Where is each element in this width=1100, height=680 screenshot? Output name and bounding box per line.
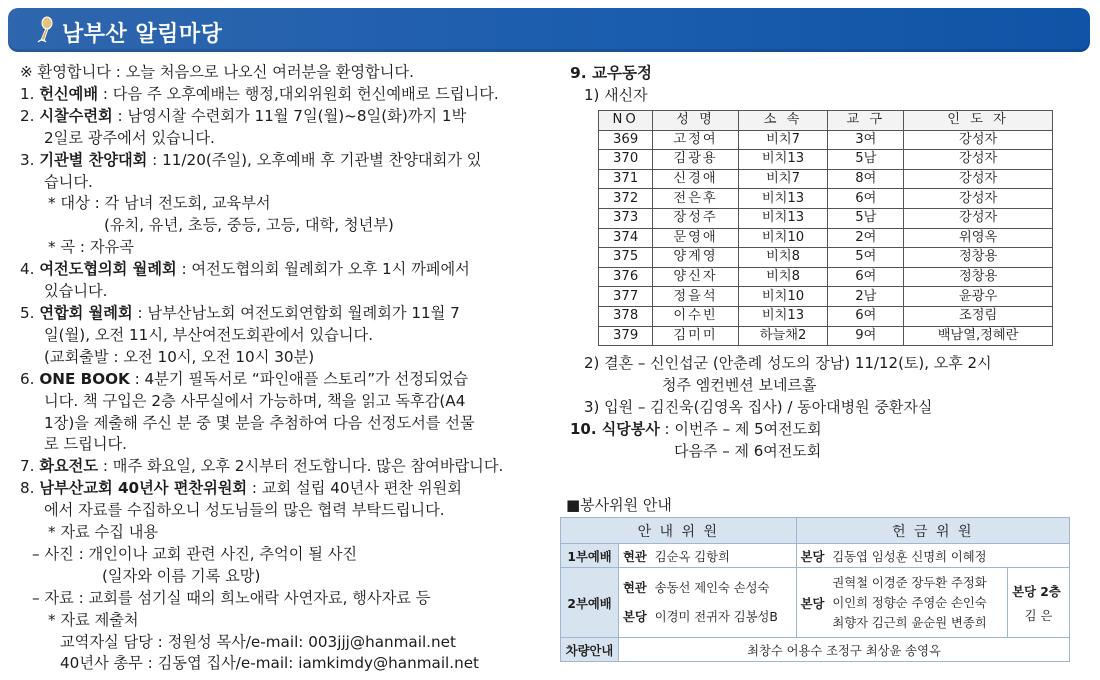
- announcement-line: [20, 128, 540, 150]
- table-row: [599, 326, 1053, 346]
- table-cell: 백남열,정혜란: [904, 326, 1053, 346]
- announcement-line: [20, 522, 540, 544]
- cafeteria-line: [570, 418, 1080, 440]
- table-cell: 비치10: [738, 287, 828, 307]
- table-row: [599, 130, 1053, 150]
- announcement-text: (유치, 유년, 초등, 중등, 고등, 대학, 청년부): [104, 216, 394, 235]
- table-row: [599, 150, 1053, 170]
- names: 이경미 전귀자 김봉성B: [654, 609, 778, 624]
- table-cell: 5남: [828, 208, 904, 228]
- second-floor-cell: [1008, 568, 1070, 638]
- role-label: 본당: [800, 549, 825, 564]
- table-cell: 369: [599, 130, 653, 150]
- car-names: 최창수 어용수 조정구 최상윤 송영옥: [619, 638, 1070, 662]
- announcement-text: (교회출발 : 오전 10시, 오전 10시 30분): [44, 347, 315, 366]
- names: 김 은: [1024, 608, 1053, 623]
- table-row: [599, 228, 1053, 248]
- announcement-number: 1.: [20, 84, 40, 103]
- announcement-number: 3.: [20, 150, 40, 169]
- role-label: 현관: [623, 580, 647, 595]
- announcement-line: [20, 237, 540, 259]
- role-label: 본당: [800, 596, 825, 611]
- guide-cell: [619, 544, 797, 568]
- hospital-line: 3) 입원 – 김진욱(김영옥 집사) / 동아대병원 중환자실: [584, 398, 933, 417]
- announcement-line: [20, 62, 540, 84]
- service-row-label: 1부예배: [561, 544, 619, 568]
- announcement-line: [20, 434, 540, 456]
- announcement-text: : 11/20(주일), 오후예배 후 기관별 찬양대회가 있: [147, 150, 482, 169]
- column-header: NO: [599, 111, 653, 131]
- table-cell: 6여: [828, 267, 904, 287]
- announcement-number: 5.: [20, 303, 40, 322]
- offering-cell: [796, 544, 1069, 568]
- table-cell: 5남: [828, 150, 904, 170]
- table-cell: 김미미: [653, 326, 738, 346]
- table-cell: 강성자: [904, 208, 1053, 228]
- announcement-line: [20, 413, 540, 435]
- table-cell: 양계영: [653, 248, 738, 268]
- announcement-heading: 기관별 찬양대회: [39, 150, 148, 169]
- announcement-line: [20, 653, 540, 675]
- table-cell: 2남: [828, 287, 904, 307]
- announcement-line: [20, 281, 540, 303]
- table-cell: 8여: [828, 169, 904, 189]
- table-row: [599, 189, 1053, 209]
- table-cell: 370: [599, 150, 653, 170]
- names: 권혁철 이경준 장두환 주정화: [832, 575, 987, 590]
- table-cell: 2여: [828, 228, 904, 248]
- table-cell: 강성자: [904, 130, 1053, 150]
- announcement-text: 있습니다.: [44, 282, 108, 301]
- announcement-heading: 헌신예배: [39, 84, 99, 103]
- table-cell: 374: [599, 228, 653, 248]
- table-row: [599, 169, 1053, 189]
- table-cell: 비치8: [738, 267, 828, 287]
- announcement-heading: ONE BOOK: [39, 369, 130, 388]
- announcement-line: [20, 193, 540, 215]
- announcement-line: [20, 566, 540, 588]
- announcement-text: 교역자실 담당 : 정원성 목사/e-mail: 003jjj@hanmail.net: [60, 632, 456, 651]
- announcement-text: : 매주 화요일, 오후 2시부터 전도합니다. 많은 참여바랍니다.: [98, 457, 504, 476]
- announcement-text: 1장)을 제출해 주신 분 중 몇 분을 추첨하여 다음 선정도서를 선물: [44, 413, 475, 432]
- announcement-text: * 대상 : 각 남녀 전도회, 교육부서: [48, 194, 271, 213]
- service-title: ■봉사위원 안내: [566, 496, 672, 514]
- announcement-number: 2.: [20, 106, 40, 125]
- table-cell: 376: [599, 267, 653, 287]
- table-row: [599, 208, 1053, 228]
- announcement-text: : 남부산남노회 여전도회연합회 월례회가 11월 7: [132, 303, 460, 322]
- names: 최향자 김근희 윤순원 변종희: [832, 615, 987, 630]
- announcement-line: [20, 588, 540, 610]
- announcement-text: * 자료 제출처: [48, 610, 139, 629]
- role-label: 본당: [623, 609, 647, 624]
- announcement-text: : 여전도협의회 월례회가 오후 1시 까페에서: [176, 260, 470, 279]
- table-cell: 377: [599, 287, 653, 307]
- announcement-text: 일(월), 오전 11시, 부산여전도회관에서 있습니다.: [44, 325, 374, 344]
- announcement-text: 로 드립니다.: [44, 435, 128, 454]
- newcomers-title: 1) 새신자: [584, 86, 648, 104]
- table-row: [599, 306, 1053, 326]
- offering-cell: [796, 568, 1007, 638]
- names: 김순옥 김항희: [654, 549, 730, 564]
- announcement-line: [20, 610, 540, 632]
- table-cell: 375: [599, 248, 653, 268]
- announcement-line: [20, 544, 540, 566]
- table-cell: 비치13: [738, 189, 828, 209]
- table-cell: 장성주: [653, 208, 738, 228]
- table-row: [599, 248, 1053, 268]
- page-title: 남부산 알림마당: [62, 22, 223, 47]
- table-cell: 강성자: [904, 150, 1053, 170]
- table-cell: 비치10: [738, 228, 828, 248]
- announcement-text: – 사진 : 개인이나 교회 관련 사진, 추억이 될 사진: [32, 544, 358, 563]
- announcement-number: 8.: [20, 479, 40, 498]
- role-label: 현관: [623, 549, 647, 564]
- cafeteria-next-week: 다음주 – 제 6여전도회: [674, 442, 822, 461]
- column-header: 성 명: [653, 111, 738, 131]
- announcement-text: 40년사 총무 : 김동엽 집사/e-mail: iamkimdy@hanmail.net: [60, 654, 480, 673]
- newcomers-table: [598, 110, 1053, 346]
- table-cell: 378: [599, 306, 653, 326]
- announcement-heading: 남부산교회 40년사 편찬위원회: [39, 479, 248, 498]
- table-cell: 하늘채2: [738, 326, 828, 346]
- announcement-line: [20, 325, 540, 347]
- news-title: 9. 교우동정: [570, 64, 652, 82]
- table-cell: 정을석: [653, 287, 738, 307]
- table-cell: 정창용: [904, 248, 1053, 268]
- table-cell: 5여: [828, 248, 904, 268]
- table-cell: 379: [599, 326, 653, 346]
- announcement-text: : 다음 주 오후예배는 행정,대외위원회 헌신예배로 드립니다.: [98, 84, 499, 103]
- announcement-heading: 화요전도: [39, 457, 99, 476]
- table-cell: 위영옥: [904, 228, 1053, 248]
- announcement-text: – 자료 : 교회를 섬기실 때의 희노애락 사연자료, 행사자료 등: [32, 588, 431, 607]
- table-cell: 비치13: [738, 306, 828, 326]
- announcement-line: [20, 478, 540, 500]
- guide-cell: [619, 568, 797, 638]
- table-cell: 윤광우: [904, 287, 1053, 307]
- table-cell: 비치13: [738, 150, 828, 170]
- announcement-line: [20, 84, 540, 106]
- announcement-text: 2일로 광주에서 있습니다.: [44, 128, 215, 147]
- announcement-line: [20, 500, 540, 522]
- announcement-number: 4.: [20, 260, 40, 279]
- table-cell: 김광용: [653, 150, 738, 170]
- header-banner: [8, 8, 1090, 52]
- announcement-text: * 곡 : 자유곡: [48, 238, 134, 257]
- announcement-number: 7.: [20, 457, 40, 476]
- names: 송동선 제인숙 손성숙: [654, 580, 770, 595]
- table-cell: 9여: [828, 326, 904, 346]
- column-header: 인 도 자: [904, 111, 1053, 131]
- announcement-heading: 연합회 월례회: [39, 303, 133, 322]
- church-news: [570, 62, 1080, 462]
- announcement-line: [20, 303, 540, 325]
- table-cell: 비치13: [738, 208, 828, 228]
- role-label: 본당 2층: [1012, 584, 1061, 599]
- announcement-line: [20, 632, 540, 654]
- announcement-text: (일자와 이름 기록 요망): [102, 566, 261, 585]
- announcement-heading: 여전도협의회 월례회: [39, 260, 177, 279]
- announcements: [20, 62, 540, 675]
- service-row-label: 차량안내: [561, 638, 619, 662]
- announcement-line: [20, 369, 540, 391]
- table-cell: 371: [599, 169, 653, 189]
- service-table: [560, 517, 1070, 662]
- table-cell: 비치8: [738, 248, 828, 268]
- table-cell: 양신자: [653, 267, 738, 287]
- announcement-text: 습니다.: [44, 172, 93, 191]
- announcement-text: 에서 자료를 수집하오니 성도님들의 많은 협력 부탁드립니다.: [44, 501, 445, 520]
- announcement-text: ※ 환영합니다 : 오늘 처음으로 나오신 여러분을 환영합니다.: [20, 63, 414, 81]
- announcement-line: [20, 172, 540, 194]
- table-cell: 조정림: [904, 306, 1053, 326]
- announcement-line: [20, 106, 540, 128]
- table-cell: 비치7: [738, 169, 828, 189]
- table-cell: 고정여: [653, 130, 738, 150]
- service-row-label: 2부예배: [561, 568, 619, 638]
- announcement-line: [20, 150, 540, 172]
- table-cell: 강성자: [904, 189, 1053, 209]
- table-cell: 신경애: [653, 169, 738, 189]
- guide-column-header: 안 내 위 원: [561, 518, 797, 544]
- table-cell: 비치7: [738, 130, 828, 150]
- announcement-text: : 4분기 필독서로 “파인애플 스토리”가 선정되었습: [129, 369, 469, 388]
- table-cell: 6여: [828, 189, 904, 209]
- announcement-line: [20, 259, 540, 281]
- table-cell: 373: [599, 208, 653, 228]
- announcement-number: 6.: [20, 369, 40, 388]
- table-row: [599, 267, 1053, 287]
- announcement-text: 니다. 책 구입은 2층 사무실에서 가능하며, 책을 읽고 독후감(A4: [44, 391, 466, 410]
- names: 김동엽 임성훈 신명희 이혜정: [832, 549, 987, 564]
- offering-column-header: 헌 금 위 원: [796, 518, 1069, 544]
- announcement-line: [20, 215, 540, 237]
- table-cell: 3여: [828, 130, 904, 150]
- table-cell: 문영애: [653, 228, 738, 248]
- column-header: 소 속: [738, 111, 828, 131]
- table-cell: 강성자: [904, 169, 1053, 189]
- table-cell: 6여: [828, 306, 904, 326]
- announcement-line: [20, 456, 540, 478]
- table-cell: 372: [599, 189, 653, 209]
- table-cell: 정창용: [904, 267, 1053, 287]
- marriage-venue: 청주 엠컨벤션 보네르홀: [662, 376, 817, 395]
- announcement-text: * 자료 수집 내용: [48, 523, 159, 542]
- cafeteria-head: 10. 식당봉사: [570, 420, 660, 439]
- announcement-text: : 남영시찰 수련회가 11월 7일(월)~8일(화)까지 1박: [112, 106, 467, 125]
- cafeteria-this-week: : 이번주 – 제 5여전도회: [659, 420, 822, 439]
- announcement-text: : 교회 설립 40년사 편찬 위원회: [247, 479, 462, 498]
- microphone-icon: [32, 16, 58, 44]
- marriage-line: 2) 결혼 – 신인섭군 (안춘례 성도의 장남) 11/12(토), 오후 2시: [584, 354, 992, 373]
- announcement-heading: 시찰수련회: [39, 106, 113, 125]
- announcement-line: [20, 347, 540, 369]
- announcement-line: [20, 391, 540, 413]
- column-header: 교 구: [828, 111, 904, 131]
- names: 이인희 정향순 주영순 손인숙: [832, 595, 987, 610]
- table-cell: 전은후: [653, 189, 738, 209]
- table-row: [599, 287, 1053, 307]
- table-cell: 이수빈: [653, 306, 738, 326]
